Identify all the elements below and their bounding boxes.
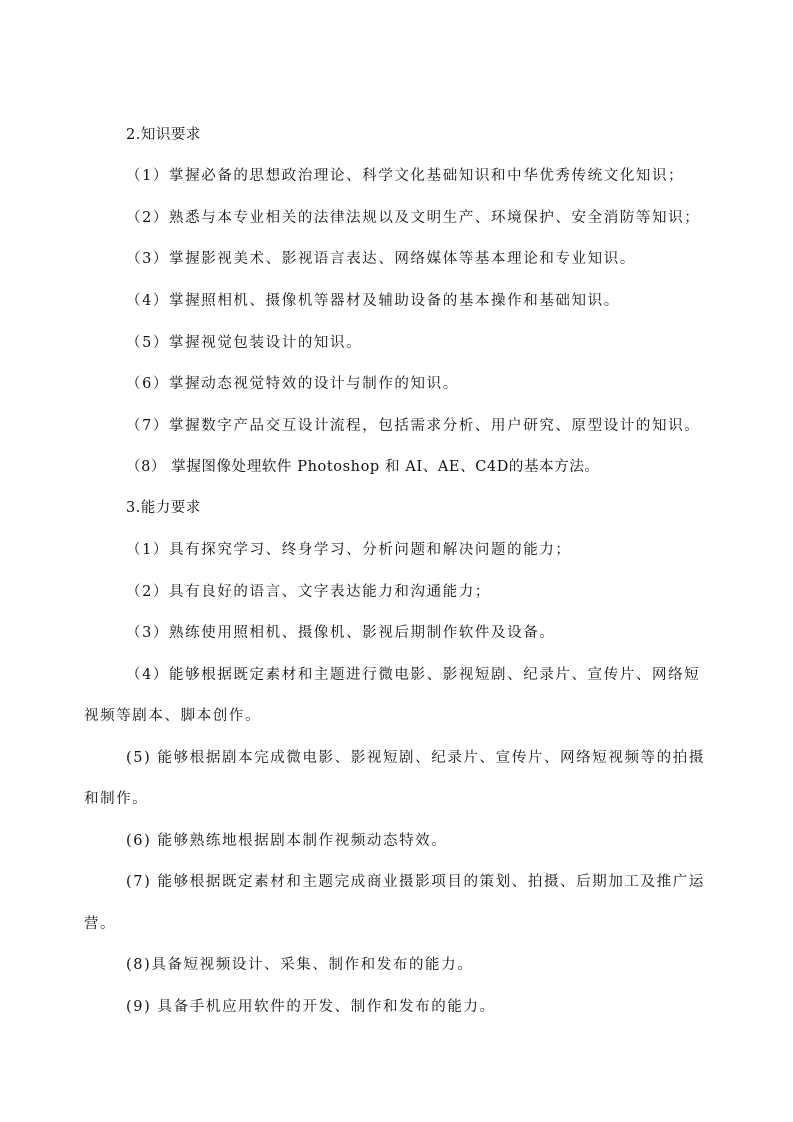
ability-item-1: （1）具有探究学习、终身学习、分析问题和解决问题的能力； <box>126 542 572 558</box>
ability-item-5-line-2: 和制作。 <box>84 791 149 807</box>
ability-item-9: (9) 具备手机应用软件的开发、制作和发布的能力。 <box>126 999 496 1015</box>
knowledge-item-6: （6）掌握动态视觉特效的设计与制作的知识。 <box>126 376 459 392</box>
ability-item-5-line-1: (5) 能够根据剧本完成微电影、影视短剧、纪录片、宣传片、网络短视频等的拍摄 <box>126 750 705 766</box>
knowledge-item-7: （7）掌握数字产品交互设计流程，包括需求分析、用户研究、原型设计的知识。 <box>126 418 701 434</box>
knowledge-item-2: （2）熟悉与本专业相关的法律法规以及文明生产、环境保护、安全消防等知识； <box>126 210 701 226</box>
ability-item-7-line-2: 营。 <box>84 916 117 932</box>
ability-item-3: （3）熟练使用照相机、摄像机、影视后期制作软件及设备。 <box>126 625 556 641</box>
ability-item-4-line-1: （4）能够根据既定素材和主题进行微电影、影视短剧、纪录片、宣传片、网络短 <box>126 667 701 683</box>
ability-item-6: (6) 能够熟练地根据剧本制作视频动态特效。 <box>126 833 448 849</box>
knowledge-item-3: （3）掌握影视美术、影视语言表达、网络媒体等基本理论和专业知识。 <box>126 251 636 267</box>
knowledge-item-5: （5）掌握视觉包装设计的知识。 <box>126 335 363 351</box>
section-heading-knowledge: 2.知识要求 <box>126 127 201 143</box>
knowledge-item-1: （1）掌握必备的思想政治理论、科学文化基础知识和中华优秀传统文化知识； <box>126 168 685 184</box>
ability-item-2: （2）具有良好的语言、文字表达能力和沟通能力； <box>126 584 492 600</box>
ability-item-4-line-2: 视频等剧本、脚本创作。 <box>84 708 262 724</box>
knowledge-item-8: （8） 掌握图像处理软件 Photoshop 和 AI、AE、C4D的基本方法。 <box>126 459 600 475</box>
ability-item-7-line-1: (7) 能够根据既定素材和主题完成商业摄影项目的策划、拍摄、后期加工及推广运 <box>126 874 705 890</box>
ability-item-8: (8)具备短视频设计、采集、制作和发布的能力。 <box>126 957 474 973</box>
knowledge-item-4: （4）掌握照相机、摄像机等器材及辅助设备的基本操作和基础知识。 <box>126 293 620 309</box>
section-heading-ability: 3.能力要求 <box>126 500 201 516</box>
